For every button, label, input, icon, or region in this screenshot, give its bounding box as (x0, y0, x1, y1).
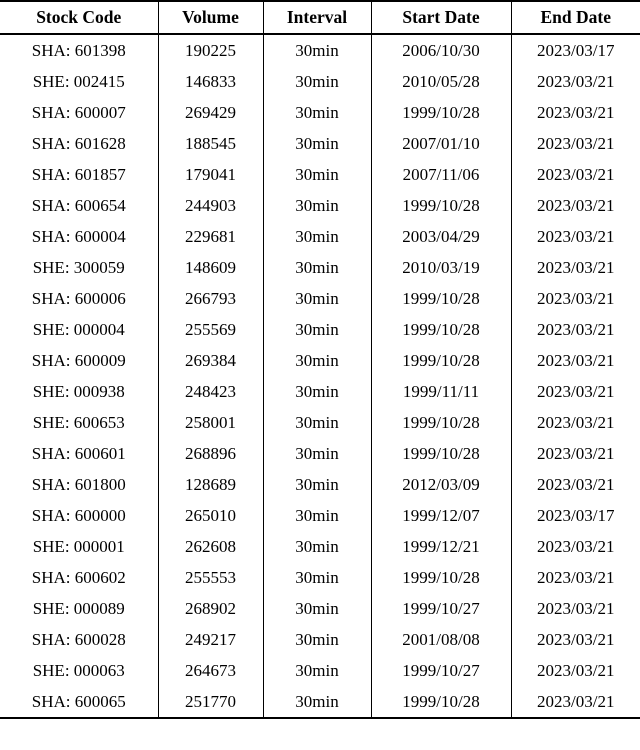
table-row (0, 469, 640, 500)
column-header-start-date: Start Date (371, 1, 511, 34)
cell-start-date: 2007/01/10 (371, 128, 511, 159)
table-row (0, 624, 640, 655)
table-row (0, 159, 640, 190)
cell-end-date: 2023/03/21 (537, 413, 615, 432)
cell-stock-code: SHA: 600602 (0, 562, 158, 593)
cell-stock-code: SHE: 000004 (0, 314, 158, 345)
table-row (0, 500, 640, 531)
cell-interval: 30min (263, 407, 371, 438)
cell-stock-code: SHA: 601398 (0, 34, 158, 66)
table-row (0, 407, 640, 438)
cell-interval: 30min (263, 686, 371, 718)
table-row (0, 283, 640, 314)
cell-end-date: 2023/03/21 (537, 165, 615, 184)
cell-interval: 30min (263, 97, 371, 128)
table-header (0, 1, 640, 34)
cell-volume: 179041 (158, 159, 263, 190)
column-header-end-date: End Date (511, 1, 640, 34)
table-row (0, 345, 640, 376)
cell-start-date: 1999/10/27 (371, 655, 511, 686)
table-header-row (0, 1, 640, 34)
cell-start-date: 1999/10/27 (371, 593, 511, 624)
cell-volume: 258001 (158, 407, 263, 438)
cell-stock-code: SHA: 601800 (0, 469, 158, 500)
cell-volume: 264673 (158, 655, 263, 686)
table-row (0, 655, 640, 686)
cell-end-date: 2023/03/21 (537, 537, 615, 556)
cell-end-date: 2023/03/21 (537, 72, 615, 91)
cell-volume: 248423 (158, 376, 263, 407)
cell-end-date: 2023/03/21 (537, 320, 615, 339)
cell-volume: 255553 (158, 562, 263, 593)
cell-end-date: 2023/03/21 (537, 134, 615, 153)
cell-volume: 190225 (158, 34, 263, 66)
column-header-volume: Volume (158, 1, 263, 34)
cell-end-date: 2023/03/21 (537, 382, 615, 401)
cell-interval: 30min (263, 655, 371, 686)
cell-end-date: 2023/03/21 (511, 686, 640, 718)
table-row (0, 128, 640, 159)
cell-end-date: 2023/03/21 (537, 630, 615, 649)
cell-stock-code: SHA: 600006 (0, 283, 158, 314)
cell-start-date: 1999/10/28 (371, 562, 511, 593)
cell-start-date: 2010/03/19 (371, 252, 511, 283)
cell-stock-code: SHE: 600653 (0, 407, 158, 438)
table-row (0, 562, 640, 593)
cell-start-date: 1999/12/07 (371, 500, 511, 531)
column-header-stock-code: Stock Code (0, 1, 158, 34)
table-row (0, 97, 640, 128)
cell-stock-code: SHA: 600007 (0, 97, 158, 128)
cell-end-date: 2023/03/17 (537, 506, 615, 525)
cell-interval: 30min (263, 190, 371, 221)
cell-volume: 268902 (158, 593, 263, 624)
cell-stock-code: SHE: 000089 (0, 593, 158, 624)
cell-end-date: 2023/03/21 (537, 196, 615, 215)
cell-volume: 269429 (158, 97, 263, 128)
cell-stock-code: SHA: 600065 (0, 686, 158, 718)
cell-end-date: 2023/03/21 (537, 475, 615, 494)
cell-interval: 30min (263, 624, 371, 655)
cell-end-date: 2023/03/21 (537, 661, 615, 680)
cell-stock-code: SHE: 000938 (0, 376, 158, 407)
cell-end-date: 2023/03/21 (537, 227, 615, 246)
cell-volume: 262608 (158, 531, 263, 562)
cell-start-date: 2003/04/29 (371, 221, 511, 252)
cell-stock-code: SHA: 600654 (0, 190, 158, 221)
cell-start-date: 1999/10/28 (371, 438, 511, 469)
cell-interval: 30min (263, 314, 371, 345)
cell-volume: 265010 (158, 500, 263, 531)
cell-interval: 30min (263, 531, 371, 562)
cell-volume: 146833 (158, 66, 263, 97)
column-header-interval: Interval (263, 1, 371, 34)
cell-stock-code: SHE: 000063 (0, 655, 158, 686)
cell-stock-code: SHA: 601628 (0, 128, 158, 159)
cell-stock-code: SHE: 000001 (0, 531, 158, 562)
cell-stock-code: SHE: 300059 (0, 252, 158, 283)
cell-interval: 30min (263, 500, 371, 531)
cell-interval: 30min (263, 252, 371, 283)
cell-end-date: 2023/03/21 (537, 289, 615, 308)
cell-volume: 269384 (158, 345, 263, 376)
cell-end-date: 2023/03/21 (537, 258, 615, 277)
cell-interval: 30min (263, 34, 371, 66)
cell-end-date: 2023/03/21 (537, 599, 615, 618)
cell-start-date: 1999/12/21 (371, 531, 511, 562)
table-row (0, 531, 640, 562)
cell-start-date: 1999/11/11 (371, 376, 511, 407)
cell-stock-code: SHA: 600009 (0, 345, 158, 376)
cell-volume: 266793 (158, 283, 263, 314)
cell-stock-code: SHA: 601857 (0, 159, 158, 190)
cell-stock-code: SHA: 600000 (0, 500, 158, 531)
cell-volume: 268896 (158, 438, 263, 469)
cell-start-date: 1999/10/28 (371, 283, 511, 314)
cell-interval: 30min (263, 66, 371, 97)
table-row (0, 252, 640, 283)
cell-start-date: 2010/05/28 (371, 66, 511, 97)
cell-interval: 30min (263, 438, 371, 469)
cell-volume: 251770 (158, 686, 263, 718)
table-row (0, 593, 640, 624)
cell-start-date: 1999/10/28 (371, 407, 511, 438)
table-row (0, 34, 640, 66)
cell-stock-code: SHA: 600601 (0, 438, 158, 469)
cell-interval: 30min (263, 593, 371, 624)
cell-start-date: 2012/03/09 (371, 469, 511, 500)
cell-start-date: 1999/10/28 (371, 97, 511, 128)
cell-start-date: 1999/10/28 (371, 190, 511, 221)
cell-interval: 30min (263, 128, 371, 159)
cell-stock-code: SHA: 600028 (0, 624, 158, 655)
cell-interval: 30min (263, 221, 371, 252)
cell-start-date: 1999/10/28 (371, 314, 511, 345)
cell-end-date: 2023/03/21 (537, 103, 615, 122)
cell-interval: 30min (263, 283, 371, 314)
cell-start-date: 2007/11/06 (371, 159, 511, 190)
cell-volume: 244903 (158, 190, 263, 221)
cell-start-date: 1999/10/28 (371, 686, 511, 718)
cell-start-date: 2006/10/30 (371, 34, 511, 66)
cell-start-date: 2001/08/08 (371, 624, 511, 655)
table-row (0, 376, 640, 407)
cell-end-date: 2023/03/21 (537, 351, 615, 370)
table-row (0, 221, 640, 252)
table-row (0, 66, 640, 97)
cell-volume: 148609 (158, 252, 263, 283)
cell-interval: 30min (263, 159, 371, 190)
table-row (0, 314, 640, 345)
cell-interval: 30min (263, 562, 371, 593)
cell-stock-code: SHE: 002415 (0, 66, 158, 97)
table-row (0, 686, 640, 718)
cell-stock-code: SHA: 600004 (0, 221, 158, 252)
cell-volume: 128689 (158, 469, 263, 500)
cell-end-date: 2023/03/21 (537, 444, 615, 463)
cell-start-date: 1999/10/28 (371, 345, 511, 376)
table-row (0, 190, 640, 221)
table-body (0, 34, 640, 718)
cell-volume: 255569 (158, 314, 263, 345)
cell-interval: 30min (263, 376, 371, 407)
cell-end-date: 2023/03/21 (537, 568, 615, 587)
cell-volume: 229681 (158, 221, 263, 252)
cell-interval: 30min (263, 469, 371, 500)
cell-interval: 30min (263, 345, 371, 376)
cell-volume: 249217 (158, 624, 263, 655)
table-row (0, 438, 640, 469)
cell-volume: 188545 (158, 128, 263, 159)
cell-end-date: 2023/03/17 (537, 41, 615, 60)
